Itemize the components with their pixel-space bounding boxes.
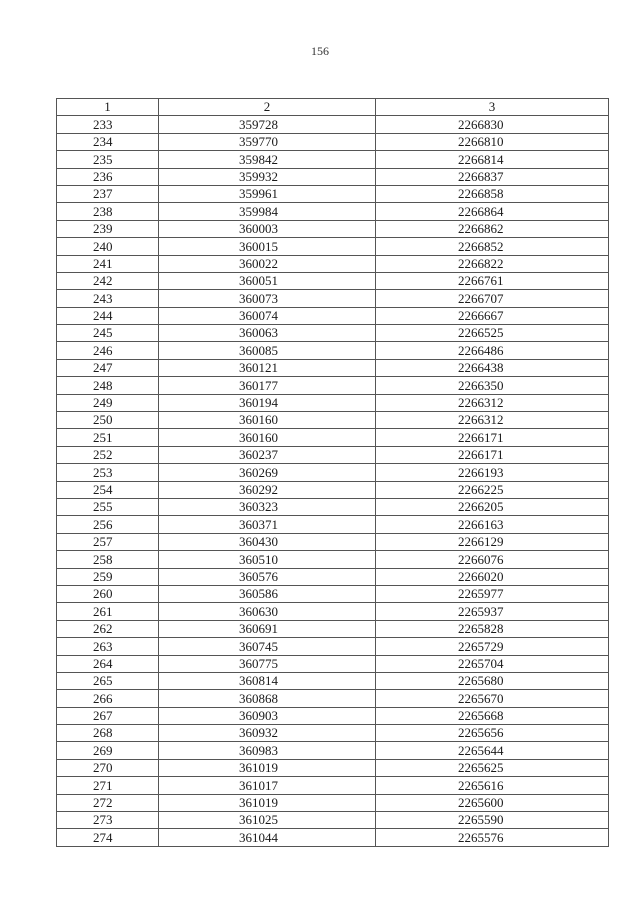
y-coordinate-cell: 2265680: [376, 672, 609, 689]
table-row: [57, 533, 609, 550]
table-row: [57, 759, 609, 776]
x-coordinate-cell: 359728: [159, 116, 376, 133]
x-coordinate-cell: 360085: [159, 342, 376, 359]
point-number-cell: 272: [57, 794, 159, 811]
point-number-cell: 250: [57, 412, 159, 429]
table-row: [57, 203, 609, 220]
y-coordinate-cell: 2266312: [376, 394, 609, 411]
table-row: [57, 272, 609, 289]
table-row: [57, 707, 609, 724]
point-number-cell: 242: [57, 272, 159, 289]
point-number-cell: 245: [57, 325, 159, 342]
y-coordinate-cell: 2266163: [376, 516, 609, 533]
table-row: [57, 446, 609, 463]
table-row: [57, 464, 609, 481]
x-coordinate-cell: 360121: [159, 359, 376, 376]
x-coordinate-cell: 360063: [159, 325, 376, 342]
point-number-cell: 270: [57, 759, 159, 776]
x-coordinate-cell: 360160: [159, 429, 376, 446]
table-row: [57, 220, 609, 237]
x-coordinate-cell: 359961: [159, 185, 376, 202]
x-coordinate-cell: 360983: [159, 742, 376, 759]
point-number-cell: 237: [57, 185, 159, 202]
x-coordinate-cell: 360371: [159, 516, 376, 533]
x-coordinate-cell: 360814: [159, 672, 376, 689]
y-coordinate-cell: 2266814: [376, 151, 609, 168]
table-row: [57, 655, 609, 672]
x-coordinate-cell: 360022: [159, 255, 376, 272]
y-coordinate-cell: 2266837: [376, 168, 609, 185]
y-coordinate-cell: 2266350: [376, 377, 609, 394]
x-coordinate-cell: 359770: [159, 133, 376, 150]
y-coordinate-cell: 2266864: [376, 203, 609, 220]
x-coordinate-cell: 360630: [159, 603, 376, 620]
table-row: [57, 290, 609, 307]
column-header-1: 1: [57, 99, 159, 116]
point-number-cell: 249: [57, 394, 159, 411]
x-coordinate-cell: 360237: [159, 446, 376, 463]
y-coordinate-cell: 2265729: [376, 638, 609, 655]
y-coordinate-cell: 2266486: [376, 342, 609, 359]
point-number-cell: 260: [57, 585, 159, 602]
y-coordinate-cell: 2265656: [376, 725, 609, 742]
x-coordinate-cell: 359984: [159, 203, 376, 220]
y-coordinate-cell: 2266129: [376, 533, 609, 550]
table-row: [57, 377, 609, 394]
point-number-cell: 236: [57, 168, 159, 185]
table-body: [57, 116, 609, 846]
x-coordinate-cell: 360745: [159, 638, 376, 655]
point-number-cell: 269: [57, 742, 159, 759]
table-row: [57, 638, 609, 655]
point-number-cell: 262: [57, 620, 159, 637]
y-coordinate-cell: 2266312: [376, 412, 609, 429]
point-number-cell: 252: [57, 446, 159, 463]
table-row: [57, 794, 609, 811]
point-number-cell: 241: [57, 255, 159, 272]
table-row: [57, 725, 609, 742]
point-number-cell: 251: [57, 429, 159, 446]
table-row: [57, 307, 609, 324]
table-row: [57, 185, 609, 202]
point-number-cell: 255: [57, 498, 159, 515]
x-coordinate-cell: 360586: [159, 585, 376, 602]
point-number-cell: 233: [57, 116, 159, 133]
y-coordinate-cell: 2266225: [376, 481, 609, 498]
x-coordinate-cell: 360073: [159, 290, 376, 307]
point-number-cell: 257: [57, 533, 159, 550]
x-coordinate-cell: 361025: [159, 812, 376, 829]
table-row: [57, 498, 609, 515]
x-coordinate-cell: 361044: [159, 829, 376, 846]
table-row: [57, 412, 609, 429]
table-row: [57, 133, 609, 150]
table-row: [57, 342, 609, 359]
y-coordinate-cell: 2265828: [376, 620, 609, 637]
table-row: [57, 742, 609, 759]
point-number-cell: 235: [57, 151, 159, 168]
point-number-cell: 246: [57, 342, 159, 359]
table-row: [57, 151, 609, 168]
table-row: [57, 481, 609, 498]
y-coordinate-cell: 2265644: [376, 742, 609, 759]
table-row: [57, 829, 609, 846]
y-coordinate-cell: 2266020: [376, 568, 609, 585]
y-coordinate-cell: 2265576: [376, 829, 609, 846]
table-row: [57, 551, 609, 568]
point-number-cell: 258: [57, 551, 159, 568]
x-coordinate-cell: 360932: [159, 725, 376, 742]
y-coordinate-cell: 2266171: [376, 429, 609, 446]
point-number-cell: 271: [57, 777, 159, 794]
point-number-cell: 256: [57, 516, 159, 533]
x-coordinate-cell: 360015: [159, 238, 376, 255]
y-coordinate-cell: 2265600: [376, 794, 609, 811]
x-coordinate-cell: 360323: [159, 498, 376, 515]
table-row: [57, 812, 609, 829]
page-number: 156: [311, 44, 329, 58]
point-number-cell: 263: [57, 638, 159, 655]
x-coordinate-cell: 361019: [159, 759, 376, 776]
point-number-cell: 239: [57, 220, 159, 237]
x-coordinate-cell: 359842: [159, 151, 376, 168]
table-row: [57, 620, 609, 637]
table-row: [57, 672, 609, 689]
point-number-cell: 267: [57, 707, 159, 724]
x-coordinate-cell: 360510: [159, 551, 376, 568]
y-coordinate-cell: 2266822: [376, 255, 609, 272]
point-number-cell: 234: [57, 133, 159, 150]
y-coordinate-cell: 2265590: [376, 812, 609, 829]
y-coordinate-cell: 2266852: [376, 238, 609, 255]
table-row: [57, 690, 609, 707]
point-number-cell: 248: [57, 377, 159, 394]
x-coordinate-cell: 360576: [159, 568, 376, 585]
x-coordinate-cell: 360160: [159, 412, 376, 429]
y-coordinate-cell: 2266525: [376, 325, 609, 342]
x-coordinate-cell: 360194: [159, 394, 376, 411]
table-row: [57, 255, 609, 272]
table-row: [57, 168, 609, 185]
y-coordinate-cell: 2266205: [376, 498, 609, 515]
point-number-cell: 264: [57, 655, 159, 672]
point-number-cell: 273: [57, 812, 159, 829]
y-coordinate-cell: 2265937: [376, 603, 609, 620]
point-number-cell: 247: [57, 359, 159, 376]
x-coordinate-cell: 360269: [159, 464, 376, 481]
y-coordinate-cell: 2266810: [376, 133, 609, 150]
table-header-row: [57, 99, 609, 116]
y-coordinate-cell: 2266438: [376, 359, 609, 376]
table-row: [57, 325, 609, 342]
point-number-cell: 274: [57, 829, 159, 846]
x-coordinate-cell: 361017: [159, 777, 376, 794]
point-number-cell: 266: [57, 690, 159, 707]
point-number-cell: 240: [57, 238, 159, 255]
x-coordinate-cell: 361019: [159, 794, 376, 811]
point-number-cell: 238: [57, 203, 159, 220]
y-coordinate-cell: 2265625: [376, 759, 609, 776]
table-row: [57, 516, 609, 533]
point-number-cell: 265: [57, 672, 159, 689]
table-row: [57, 238, 609, 255]
x-coordinate-cell: 360177: [159, 377, 376, 394]
y-coordinate-cell: 2266707: [376, 290, 609, 307]
y-coordinate-cell: 2265704: [376, 655, 609, 672]
table-row: [57, 116, 609, 133]
y-coordinate-cell: 2266761: [376, 272, 609, 289]
y-coordinate-cell: 2266830: [376, 116, 609, 133]
x-coordinate-cell: 360430: [159, 533, 376, 550]
y-coordinate-cell: 2265977: [376, 585, 609, 602]
point-number-cell: 261: [57, 603, 159, 620]
point-number-cell: 253: [57, 464, 159, 481]
table-row: [57, 585, 609, 602]
table-row: [57, 603, 609, 620]
x-coordinate-cell: 359932: [159, 168, 376, 185]
y-coordinate-cell: 2265670: [376, 690, 609, 707]
y-coordinate-cell: 2266171: [376, 446, 609, 463]
column-header-3: 3: [376, 99, 609, 116]
y-coordinate-cell: 2266862: [376, 220, 609, 237]
table-row: [57, 394, 609, 411]
table-row: [57, 429, 609, 446]
x-coordinate-cell: 360903: [159, 707, 376, 724]
y-coordinate-cell: 2266193: [376, 464, 609, 481]
table-row: [57, 568, 609, 585]
x-coordinate-cell: 360691: [159, 620, 376, 637]
x-coordinate-cell: 360051: [159, 272, 376, 289]
y-coordinate-cell: 2265616: [376, 777, 609, 794]
point-number-cell: 254: [57, 481, 159, 498]
y-coordinate-cell: 2266667: [376, 307, 609, 324]
x-coordinate-cell: 360775: [159, 655, 376, 672]
y-coordinate-cell: 2266076: [376, 551, 609, 568]
y-coordinate-cell: 2266858: [376, 185, 609, 202]
table-row: [57, 777, 609, 794]
point-number-cell: 244: [57, 307, 159, 324]
x-coordinate-cell: 360003: [159, 220, 376, 237]
y-coordinate-cell: 2265668: [376, 707, 609, 724]
point-number-cell: 243: [57, 290, 159, 307]
x-coordinate-cell: 360868: [159, 690, 376, 707]
x-coordinate-cell: 360292: [159, 481, 376, 498]
point-number-cell: 268: [57, 725, 159, 742]
column-header-2: 2: [159, 99, 376, 116]
coordinates-table: [56, 98, 609, 847]
point-number-cell: 259: [57, 568, 159, 585]
x-coordinate-cell: 360074: [159, 307, 376, 324]
table-row: [57, 359, 609, 376]
